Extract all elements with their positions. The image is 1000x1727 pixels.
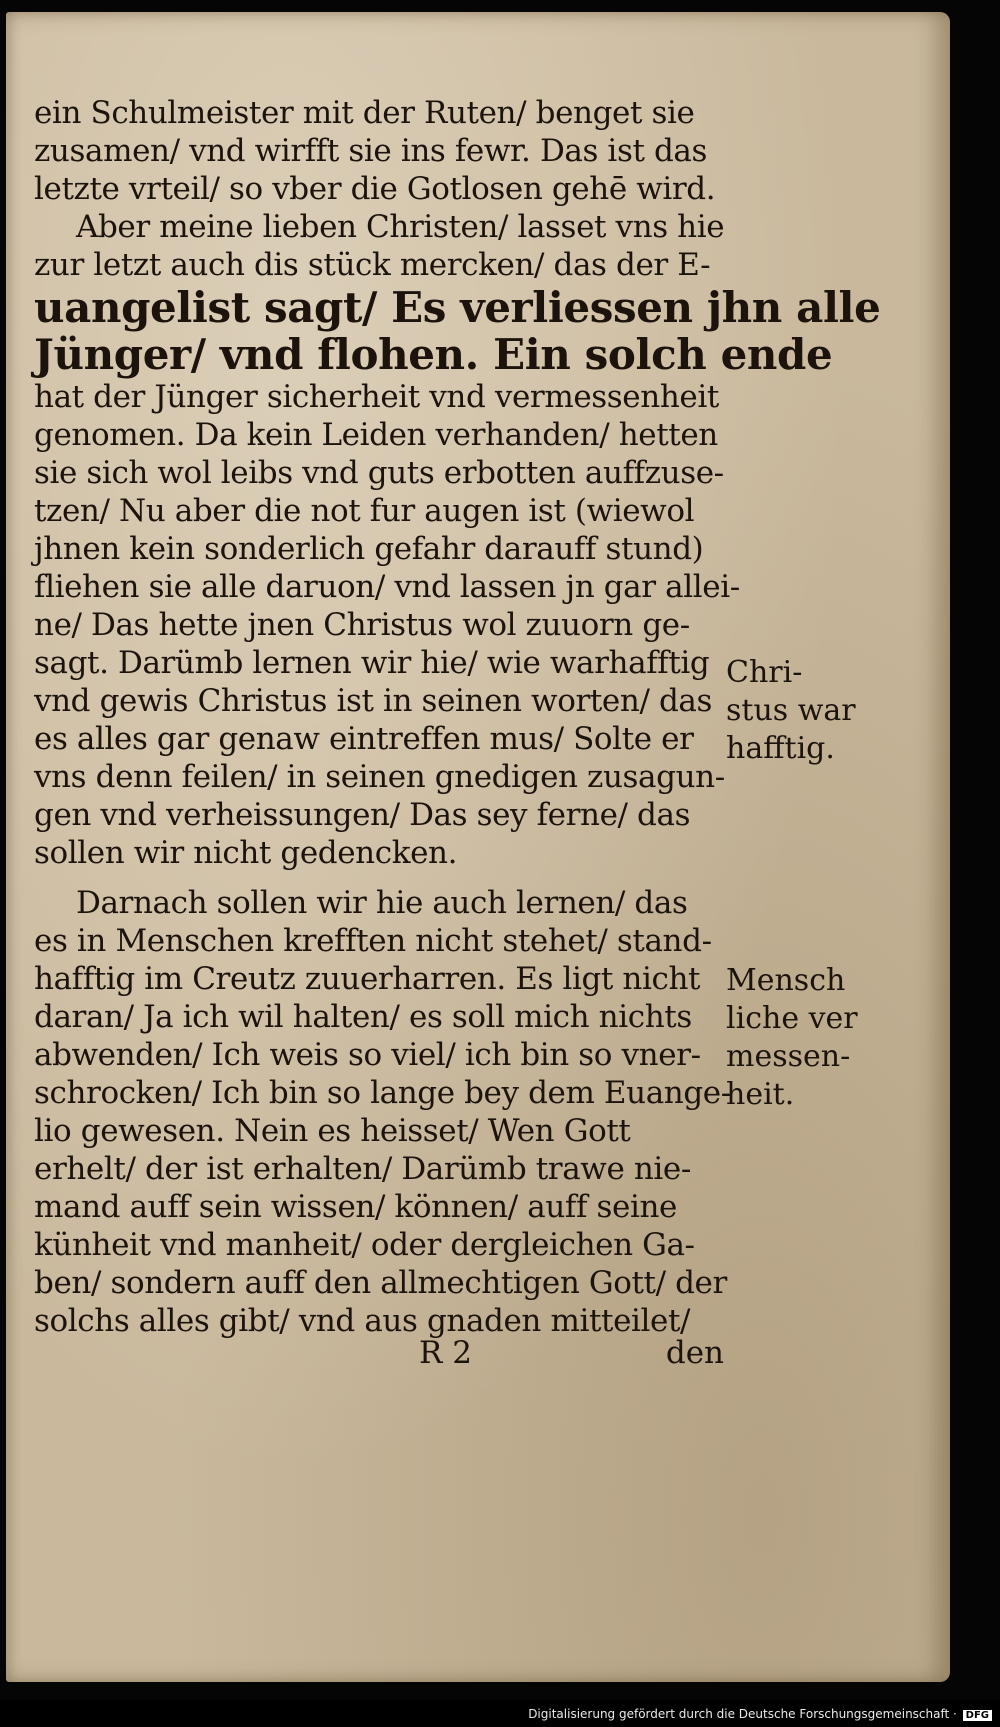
text-line-emphasis: Jünger/ vnd flohen. Ein solch ende	[34, 330, 833, 379]
text-line: ne/ Das hette jnen Christus wol zuuorn ge-	[34, 607, 690, 643]
signature-mark: R 2	[419, 1335, 472, 1371]
text-line-emphasis: uangelist sagt/ Es verliessen jhn alle	[34, 283, 881, 332]
text-line: sie sich wol leibs vnd guts erbotten auffzuse-	[34, 455, 724, 491]
marginal-note-line: messen-	[726, 1039, 851, 1074]
marginal-note-vermessenheit	[726, 962, 886, 1114]
text-line: Darnach sollen wir hie auch lernen/ das	[76, 885, 688, 921]
text-line: letzte vrteil/ so vber die Gotlosen gehē wird.	[34, 171, 716, 207]
marginal-note-line: liche ver	[726, 1001, 858, 1036]
text-line: Aber meine lieben Christen/ lasset vns hie	[76, 209, 725, 245]
text-line: es in Menschen krefften nicht stehet/ stand-	[34, 923, 712, 959]
marginal-note-line: heit.	[726, 1077, 795, 1112]
text-line: vnd gewis Christus ist in seinen worten/ das	[34, 683, 712, 719]
text-line: mand auff sein wissen/ können/ auff seine	[34, 1189, 677, 1225]
text-line: sagt. Darümb lernen wir hie/ wie warhafftig	[34, 645, 710, 681]
text-line: ben/ sondern auff den allmechtigen Gott/ der	[34, 1265, 727, 1301]
text-line: daran/ Ja ich wil halten/ es soll mich nichts	[34, 999, 692, 1035]
text-line: tzen/ Nu aber die not fur augen ist (wiewol	[34, 493, 695, 529]
text-line: solchs alles gibt/ vnd aus gnaden mitteilet/	[34, 1303, 691, 1339]
text-line: gen vnd verheissungen/ Das sey ferne/ das	[34, 797, 691, 833]
text-line: jhnen kein sonderlich gefahr darauff stund)	[34, 531, 704, 567]
text-line: es alles gar genaw eintreffen mus/ Solte er	[34, 721, 694, 757]
text-line: genomen. Da kein Leiden verhanden/ hetten	[34, 417, 718, 453]
book-page	[6, 12, 950, 1682]
text-line: künheit vnd manheit/ oder dergleichen Ga-	[34, 1227, 695, 1263]
text-line: erhelt/ der ist erhalten/ Darümb trawe nie-	[34, 1151, 691, 1187]
page-footer	[34, 1335, 724, 1375]
text-line: ein Schulmeister mit der Ruten/ benget sie	[34, 95, 695, 131]
text-line: abwenden/ Ich weis so viel/ ich bin so vner-	[34, 1037, 701, 1073]
catchword: den	[665, 1335, 724, 1371]
marginal-note-line: Mensch	[726, 963, 846, 998]
text-line: vns denn feilen/ in seinen gnedigen zusagun-	[34, 759, 725, 795]
marginal-note-christus	[726, 654, 886, 768]
marginal-note-line: hafftig.	[726, 731, 835, 766]
text-line: zur letzt auch dis stück mercken/ das der E-	[34, 247, 711, 283]
text-line: sollen wir nicht gedencken.	[34, 835, 458, 871]
digitization-credit	[528, 1707, 992, 1721]
marginal-note-line: stus war	[726, 693, 856, 728]
text-line: lio gewesen. Nein es heisset/ Wen Gott	[34, 1113, 631, 1149]
text-line: zusamen/ vnd wirfft sie ins fewr. Das ist das	[34, 133, 708, 169]
marginal-note-line: Chri-	[726, 655, 803, 690]
text-line: fliehen sie alle daruon/ vnd lassen jn gar allei-	[34, 569, 740, 605]
text-line: hat der Jünger sicherheit vnd vermessenheit	[34, 379, 719, 415]
credit-text: Digitalisierung gefördert durch die Deutsche Forschungsgemeinschaft ·	[528, 1707, 957, 1721]
text-line: hafftig im Creutz zuuerharren. Es ligt nicht	[34, 961, 701, 997]
text-line: schrocken/ Ich bin so lange bey dem Euange-	[34, 1075, 731, 1111]
dfg-logo: DFG	[963, 1710, 992, 1721]
